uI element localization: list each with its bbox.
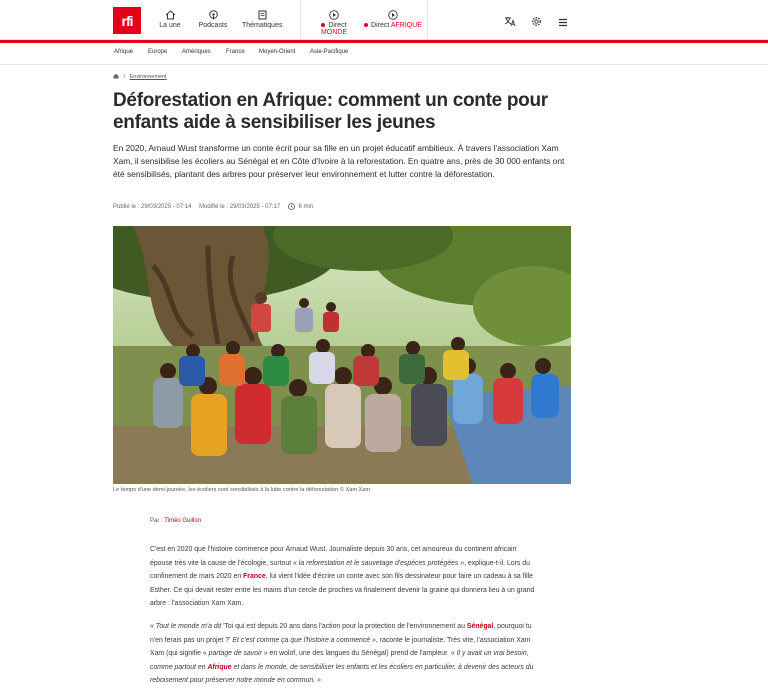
link-senegal[interactable]: Sénégal xyxy=(466,623,494,630)
link-france[interactable]: France xyxy=(243,573,266,581)
header-divider xyxy=(300,0,301,40)
article-title: Déforestation en Afrique: comment un conte pour enfants aide à sensibiliser les jeunes xyxy=(113,90,548,133)
byline: Par : Timéo Guillon xyxy=(150,518,202,524)
region-tab-france[interactable]: France xyxy=(226,49,245,55)
rfi-logo[interactable]: rfi xyxy=(113,7,141,34)
region-tab-ameriques[interactable]: Amériques xyxy=(182,49,211,55)
nav-podcasts[interactable]: Podcasts xyxy=(198,10,228,29)
hamburger-icon xyxy=(558,18,568,27)
article-photo[interactable] xyxy=(113,226,571,484)
translate-icon xyxy=(504,16,516,27)
podcast-icon xyxy=(208,10,219,20)
region-tab-asie-pacifique[interactable]: Asie-Pacifique xyxy=(310,49,349,55)
article-lead: En 2020, Arnaud Wust transforme un conte écrit pour sa fille en un projet éducatif ambitieux. À travers l'association Xam Xam, il sensibilise les écoliers au Sénégal et en Côte d'Ivoire à la reforestation. En quatre ans, près de 30 000 enfants ont été sensibilisés, plantant des arbres pour préserver leur environnement et lutter contre la déforestation. xyxy=(113,143,565,180)
home-icon[interactable] xyxy=(113,73,119,79)
region-tab-europe[interactable]: Europe xyxy=(148,49,168,55)
author-link[interactable]: Timéo Guillon xyxy=(164,518,202,524)
breadcrumb-section-link[interactable]: Environnement xyxy=(129,74,167,80)
link-afrique[interactable]: Afrique xyxy=(207,663,232,671)
nav-la-une[interactable]: La une xyxy=(158,10,182,29)
published-date: Publié le : 29/03/2025 - 07:14 xyxy=(113,204,192,210)
live-dot-icon xyxy=(321,23,325,27)
settings-button[interactable] xyxy=(531,14,542,32)
nav-thematiques[interactable]: Thématiques xyxy=(242,10,282,29)
live-dot-icon xyxy=(364,23,368,27)
modified-date: Modifié le : 29/03/2025 - 07:17 xyxy=(199,204,281,210)
read-time: 6 min xyxy=(298,204,314,210)
schoolchildren-under-tree-image xyxy=(113,226,571,484)
header-divider xyxy=(427,0,428,40)
document-icon xyxy=(257,10,268,20)
region-tab-afrique[interactable]: Afrique xyxy=(114,49,134,55)
breadcrumb: / Environnement xyxy=(113,73,167,80)
region-nav xyxy=(0,43,768,65)
translate-button[interactable] xyxy=(504,14,516,32)
photo-caption: Le temps d'une demi-journée, les écoliers sont sensibilisés à la lutte contre la déforestation © Xam Xam xyxy=(113,487,371,493)
article-paragraph: C'est en 2020 que l'histoire commence pour Arnaud Wust. Journaliste depuis 30 ans, cet amoureux du continent africain épouse très vite la cause de l'écologie, surtout « la reforestation et le sauvetage d'espèces protégées », explique-t-il. Lors du confinement de mars 2020 en France, lui vient l'idée d'écrire un conte avec son fils dessinateur pour faire un cadeau à sa fille Esther. Ce qui devait rester entre les mains d'un cercle de proches va finalement devenir la graine qui donnera lieu à un grand arbre : l'association Xam Xam. xyxy=(150,546,535,608)
article-paragraph: « Tout le monde m'a dit 'Toi qui est depuis 20 ans dans l'action pour la protection de l'environnement au Sénégal, pourquoi tu n'en ferais pas un projet ?' Et c'est comme ça que l'histoire a commencé », raconte le journaliste. Très vite, l'association Xam Xam (qui signifie « partage de savoir » en wolof, une des langues du Sénégal) prend de l'ampleur. « Il y avait un vrai besoin, comme partout en Afrique et dans le monde, de sensibiliser les enfants et les écoliers en particulier, à devenir des acteurs du reboisement pour préserver notre monde en commun. » xyxy=(150,623,534,685)
gear-icon xyxy=(531,16,542,27)
site-header xyxy=(0,0,768,40)
article-meta xyxy=(113,203,319,210)
clock-icon xyxy=(288,203,295,210)
home-icon xyxy=(165,10,176,20)
play-icon xyxy=(388,10,398,20)
direct-afrique-button[interactable]: Direct AFRIQUE xyxy=(364,10,422,29)
region-tab-moyen-orient[interactable]: Moyen-Orient xyxy=(259,49,296,55)
menu-button[interactable] xyxy=(558,14,568,32)
direct-monde-button[interactable]: Direct MONDE xyxy=(308,10,360,36)
play-icon xyxy=(329,10,339,20)
